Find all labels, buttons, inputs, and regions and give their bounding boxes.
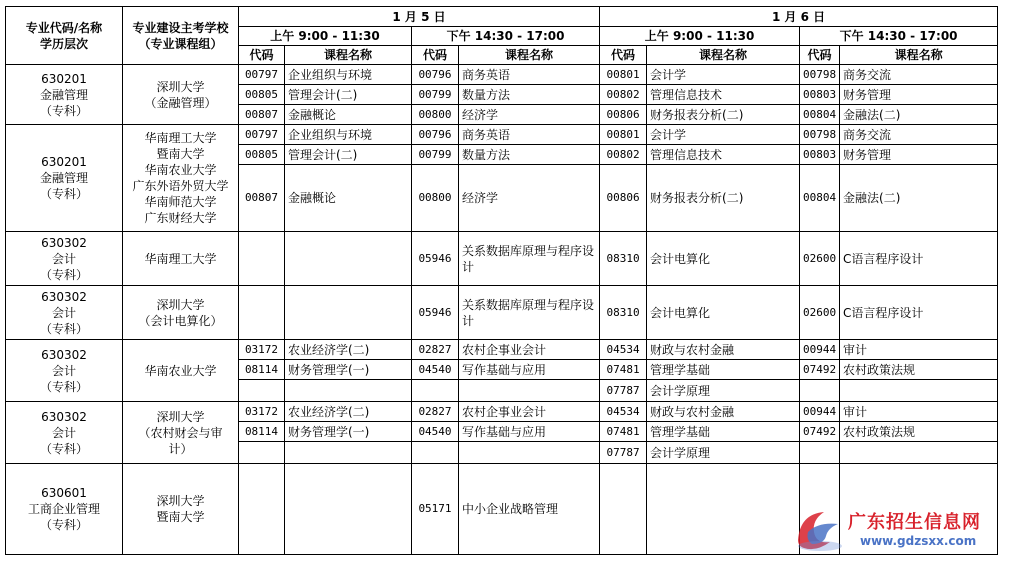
course-name-cell: [285, 232, 412, 286]
table-row: [6, 402, 998, 422]
course-name-cell: 管理学基础: [647, 360, 800, 380]
course-code-cell: [800, 442, 840, 464]
course-code-cell: 00797: [239, 125, 285, 145]
major-cell: 630201 金融管理 （专科）: [6, 65, 123, 125]
course-name-cell: 财务报表分析(二): [647, 165, 800, 232]
course-code-cell: 00805: [239, 145, 285, 165]
course-code-cell: 05171: [412, 464, 459, 555]
course-name-cell: 商务英语: [459, 65, 600, 85]
course-code-cell: 05946: [412, 232, 459, 286]
course-code-cell: 07492: [800, 422, 840, 442]
swirl-logo-icon: [790, 502, 850, 557]
course-code-cell: 00806: [600, 105, 647, 125]
course-code-cell: 04534: [600, 402, 647, 422]
course-name-cell: 财政与农村金融: [647, 340, 800, 360]
major-cell: 630302 会计 （专科）: [6, 286, 123, 340]
course-code-cell: 04540: [412, 360, 459, 380]
course-name-cell: 商务交流: [840, 125, 998, 145]
course-code-cell: 02600: [800, 232, 840, 286]
course-code-cell: 00803: [800, 85, 840, 105]
course-code-cell: [239, 464, 285, 555]
course-header: 课程名称: [840, 46, 998, 65]
course-name-cell: 会计电算化: [647, 286, 800, 340]
course-code-cell: 07481: [600, 360, 647, 380]
code-header: 代码: [412, 46, 459, 65]
course-name-cell: 金融法(二): [840, 105, 998, 125]
course-code-cell: 00805: [239, 85, 285, 105]
course-code-cell: [239, 442, 285, 464]
course-code-cell: 00800: [412, 105, 459, 125]
course-name-cell: 财务管理学(一): [285, 422, 412, 442]
course-code-cell: 07492: [800, 360, 840, 380]
major-cell: 630302 会计 （专科）: [6, 340, 123, 402]
course-name-cell: 财务管理: [840, 145, 998, 165]
course-name-cell: 管理信息技术: [647, 145, 800, 165]
course-name-cell: C语言程序设计: [840, 232, 998, 286]
course-code-cell: 00799: [412, 85, 459, 105]
table-row: [6, 232, 998, 286]
course-name-cell: 写作基础与应用: [459, 422, 600, 442]
course-name-cell: 会计电算化: [647, 232, 800, 286]
course-name-cell: 关系数据库原理与程序设计: [459, 232, 600, 286]
course-code-cell: [800, 380, 840, 402]
course-name-cell: 写作基础与应用: [459, 360, 600, 380]
course-code-cell: 05946: [412, 286, 459, 340]
course-name-cell: 财务管理: [840, 85, 998, 105]
course-code-cell: 00944: [800, 340, 840, 360]
course-code-cell: [239, 380, 285, 402]
course-header: 课程名称: [647, 46, 800, 65]
course-code-cell: 00796: [412, 65, 459, 85]
course-name-cell: 农村政策法规: [840, 360, 998, 380]
course-name-cell: 企业组织与环境: [285, 125, 412, 145]
course-code-cell: 03172: [239, 402, 285, 422]
day2-am-header: 上午 9:00 - 11:30: [600, 27, 800, 46]
course-code-cell: 00804: [800, 105, 840, 125]
course-header: 课程名称: [459, 46, 600, 65]
code-header: 代码: [600, 46, 647, 65]
course-code-cell: 00801: [600, 125, 647, 145]
course-code-cell: 07481: [600, 422, 647, 442]
course-name-cell: 管理会计(二): [285, 85, 412, 105]
course-code-cell: 00802: [600, 145, 647, 165]
major-column-header: 专业代码/名称 学历层次: [6, 7, 123, 65]
course-name-cell: 金融概论: [285, 105, 412, 125]
watermark-title: 广东招生信息网: [848, 512, 981, 533]
course-name-cell: 农村企事业会计: [459, 340, 600, 360]
course-code-cell: 00798: [800, 125, 840, 145]
course-name-cell: 关系数据库原理与程序设计: [459, 286, 600, 340]
course-code-cell: [412, 380, 459, 402]
course-code-cell: 00803: [800, 145, 840, 165]
course-name-cell: [285, 442, 412, 464]
major-cell: 630201 金融管理 （专科）: [6, 125, 123, 232]
major-cell: 630601 工商企业管理 （专科）: [6, 464, 123, 555]
course-name-cell: 农村企事业会计: [459, 402, 600, 422]
school-cell: 深圳大学 暨南大学: [123, 464, 239, 555]
course-name-cell: [459, 442, 600, 464]
course-name-cell: 中小企业战略管理: [459, 464, 600, 555]
course-name-cell: 会计学: [647, 65, 800, 85]
course-name-cell: 商务交流: [840, 65, 998, 85]
course-header: 课程名称: [285, 46, 412, 65]
course-code-cell: 00806: [600, 165, 647, 232]
course-name-cell: 管理会计(二): [285, 145, 412, 165]
school-cell: 华南理工大学: [123, 232, 239, 286]
course-code-cell: [239, 286, 285, 340]
course-code-cell: 08310: [600, 232, 647, 286]
course-code-cell: 04540: [412, 422, 459, 442]
course-name-cell: 企业组织与环境: [285, 65, 412, 85]
course-code-cell: 00807: [239, 105, 285, 125]
course-name-cell: 会计学: [647, 125, 800, 145]
course-name-cell: 农业经济学(二): [285, 402, 412, 422]
table-row: [6, 125, 998, 145]
major-cell: 630302 会计 （专科）: [6, 232, 123, 286]
course-code-cell: [600, 464, 647, 555]
course-name-cell: 经济学: [459, 105, 600, 125]
course-code-cell: 02827: [412, 402, 459, 422]
course-code-cell: 00799: [412, 145, 459, 165]
schedule-body: [6, 65, 998, 555]
course-code-cell: 08114: [239, 360, 285, 380]
school-cell: 华南农业大学: [123, 340, 239, 402]
course-name-cell: 审计: [840, 402, 998, 422]
course-code-cell: 08114: [239, 422, 285, 442]
course-code-cell: 07787: [600, 380, 647, 402]
table-row: [6, 286, 998, 340]
course-code-cell: [412, 442, 459, 464]
course-code-cell: 00796: [412, 125, 459, 145]
course-name-cell: 管理学基础: [647, 422, 800, 442]
course-code-cell: 04534: [600, 340, 647, 360]
course-name-cell: 农业经济学(二): [285, 340, 412, 360]
major-cell: 630302 会计 （专科）: [6, 402, 123, 464]
school-column-header: 专业建设主考学校 （专业课程组）: [123, 7, 239, 65]
course-code-cell: 00802: [600, 85, 647, 105]
course-code-cell: 03172: [239, 340, 285, 360]
exam-schedule-table: [5, 6, 998, 555]
table-row: [6, 65, 998, 85]
course-name-cell: 会计学原理: [647, 442, 800, 464]
day1-am-header: 上午 9:00 - 11:30: [239, 27, 412, 46]
course-name-cell: [285, 286, 412, 340]
course-code-cell: 08310: [600, 286, 647, 340]
course-name-cell: 经济学: [459, 165, 600, 232]
course-name-cell: [459, 380, 600, 402]
course-name-cell: 数量方法: [459, 85, 600, 105]
course-name-cell: C语言程序设计: [840, 286, 998, 340]
site-watermark: [790, 502, 995, 557]
school-cell: 深圳大学 （金融管理）: [123, 65, 239, 125]
school-cell: 深圳大学 （会计电算化）: [123, 286, 239, 340]
course-name-cell: 会计学原理: [647, 380, 800, 402]
course-name-cell: 管理信息技术: [647, 85, 800, 105]
school-cell: 华南理工大学 暨南大学 华南农业大学 广东外语外贸大学 华南师范大学 广东财经大学: [123, 125, 239, 232]
school-cell: 深圳大学 （农村财会与审 计）: [123, 402, 239, 464]
course-code-cell: 00944: [800, 402, 840, 422]
course-code-cell: 00797: [239, 65, 285, 85]
table-row: [6, 340, 998, 360]
course-name-cell: 金融概论: [285, 165, 412, 232]
course-name-cell: 数量方法: [459, 145, 600, 165]
course-code-cell: 00800: [412, 165, 459, 232]
course-code-cell: 00804: [800, 165, 840, 232]
code-header: 代码: [239, 46, 285, 65]
course-code-cell: 00801: [600, 65, 647, 85]
code-header: 代码: [800, 46, 840, 65]
course-code-cell: 00798: [800, 65, 840, 85]
course-name-cell: [840, 380, 998, 402]
course-name-cell: [840, 442, 998, 464]
watermark-url: www.gdzsxx.com: [860, 534, 977, 548]
course-code-cell: [239, 232, 285, 286]
course-code-cell: 02600: [800, 286, 840, 340]
course-code-cell: 07787: [600, 442, 647, 464]
day1-pm-header: 下午 14:30 - 17:00: [412, 27, 600, 46]
course-name-cell: [285, 380, 412, 402]
day1-header: 1 月 5 日: [239, 7, 600, 27]
course-name-cell: 财政与农村金融: [647, 402, 800, 422]
day2-pm-header: 下午 14:30 - 17:00: [800, 27, 998, 46]
course-name-cell: [647, 464, 800, 555]
course-code-cell: 00807: [239, 165, 285, 232]
course-name-cell: 审计: [840, 340, 998, 360]
course-name-cell: 农村政策法规: [840, 422, 998, 442]
course-name-cell: 商务英语: [459, 125, 600, 145]
day2-header: 1 月 6 日: [600, 7, 998, 27]
course-name-cell: 财务报表分析(二): [647, 105, 800, 125]
course-name-cell: [285, 464, 412, 555]
course-name-cell: 财务管理学(一): [285, 360, 412, 380]
course-code-cell: 02827: [412, 340, 459, 360]
course-name-cell: 金融法(二): [840, 165, 998, 232]
